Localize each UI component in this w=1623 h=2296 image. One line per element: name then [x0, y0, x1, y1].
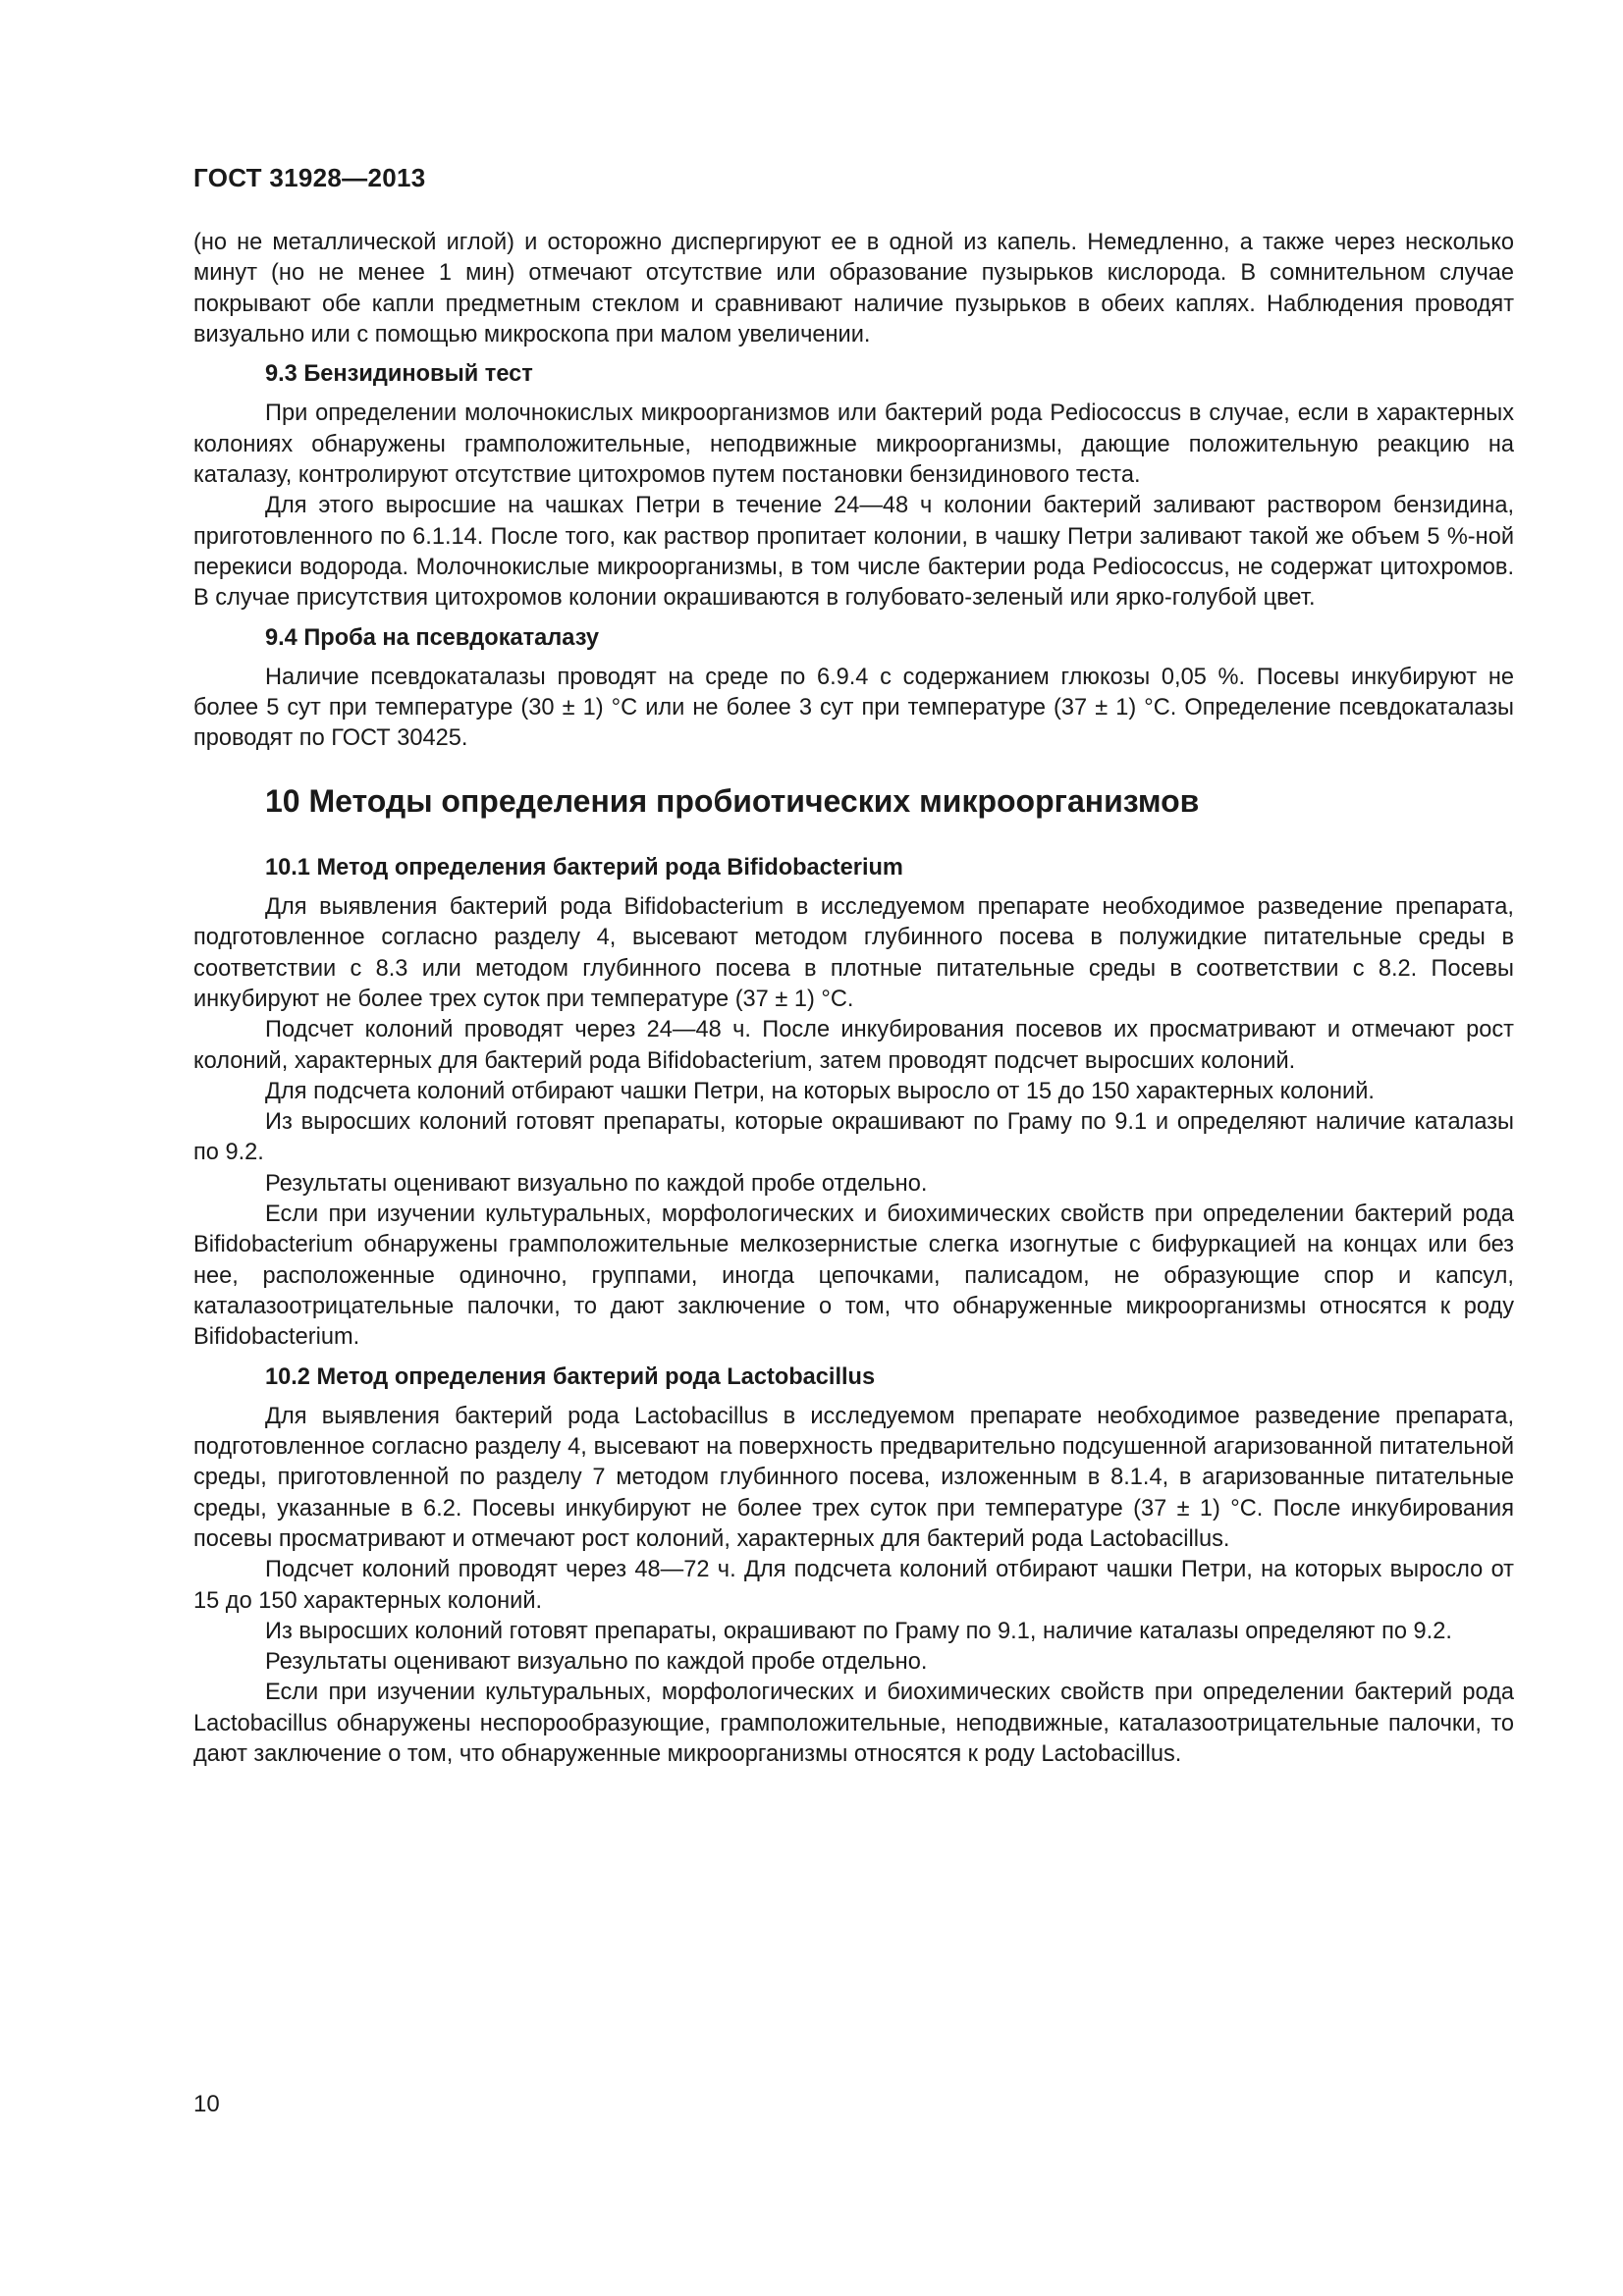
paragraph: При определении молочнокислых микроорганизмов или бактерий рода Pediococcus в случае, если в характерных колониях обнаружены грамположительные, неподвижные микроорганизмы, дающие положительную реакцию на каталазу, контролируют отсутствие цитохромов путем постановки бензидинового теста. — [193, 400, 1514, 489]
paragraph: Из выросших колоний готовят препараты, которые окрашивают по Граму по 9.1 и определяют наличие каталазы по 9.2. — [193, 1109, 1514, 1166]
paragraph: Для подсчета колоний отбирают чашки Петри, на которых выросло от 15 до 150 характерных колоний. — [265, 1078, 1375, 1104]
paragraph: (но не металлической иглой) и осторожно диспергируют ее в одной из капель. Немедленно, а также через несколько минут (но не менее 1 мин) отмечают отсутствие или образование пузырьков кислорода. В сомнительном случае покрывают обе капли предметным стеклом и сравнивают наличие пузырьков в обеих каплях. Наблюдения проводят визуально или с помощью микроскопа при малом увеличении. — [193, 230, 1514, 347]
paragraph: Если при изучении культуральных, морфологических и биохимических свойств при определении бактерий рода Bifidobacterium обнаружены грамположительные мелкозернистые слегка изогнутые с бифуркацией на концах или без нее, расположенные одиночно, группами, иногда цепочками, палисадом, не образующие спор и капсул, каталазоотрицательные палочки, то дают заключение о том, что обнаруженные микроорганизмы относятся к роду Bifidobacterium. — [193, 1201, 1514, 1351]
paragraph: Если при изучении культуральных, морфологических и биохимических свойств при определении бактерий рода Lactobacillus обнаружены неспорообразующие, грамположительные, неподвижные, каталазоотрицательные палочки, то дают заключение о том, что обнаруженные микроорганизмы относятся к роду Lactobacillus. — [193, 1680, 1514, 1768]
document-code: ГОСТ 31928—2013 — [193, 163, 426, 192]
section-heading-10: 10 Методы определения пробиотических микроорганизмов — [265, 782, 1200, 819]
section-heading-9-3: 9.3 Бензидиновый тест — [265, 361, 533, 388]
section-heading-9-4: 9.4 Проба на псевдокаталазу — [265, 624, 599, 651]
section-heading-10-1: 10.1 Метод определения бактерий рода Bifidobacterium — [265, 854, 903, 881]
paragraph: Наличие псевдокаталазы проводят на среде по 6.9.4 с содержанием глюкозы 0,05 %. Посевы инкубируют не более 5 сут при температуре (30 ± 1) °С или не более 3 сут при температуре (37 ± 1) °С. Определение псевдокаталазы проводят по ГОСТ 30425. — [193, 664, 1514, 752]
paragraph: Результаты оценивают визуально по каждой пробе отдельно. — [265, 1649, 928, 1676]
page-number: 10 — [193, 2091, 220, 2117]
paragraph: Для выявления бактерий рода Bifidobacterium в исследуемом препарате необходимое разведение препарата, подготовленное согласно разделу 4, высевают методом глубинного посева в полужидкие питательные среды в соответствии с 8.3 или методом глубинного посева в плотные питательные среды в соответствии с 8.2. Посевы инкубируют не более трех суток при температуре (37 ± 1) °С. — [193, 894, 1514, 1012]
page-content — [193, 228, 1514, 1770]
section-heading-10-2: 10.2 Метод определения бактерий рода Lactobacillus — [265, 1363, 876, 1390]
paragraph: Подсчет колоний проводят через 48—72 ч. Для подсчета колоний отбирают чашки Петри, на которых выросло от 15 до 150 характерных колоний. — [193, 1557, 1514, 1614]
paragraph: Из выросших колоний готовят препараты, окрашивают по Граму по 9.1, наличие каталазы определяют по 9.2. — [265, 1618, 1452, 1644]
paragraph: Для этого выросшие на чашках Петри в течение 24—48 ч колонии бактерий заливают раствором бензидина, приготовленного по 6.1.14. После того, как раствор пропитает колонии, в чашку Петри заливают такой же объем 5 %-ной перекиси водорода. Молочнокислые микроорганизмы, в том числе бактерии рода Pediococcus, не содержат цитохромов. В случае присутствия цитохромов колонии окрашиваются в голубовато-зеленый или ярко-голубой цвет. — [193, 493, 1514, 612]
paragraph: Результаты оценивают визуально по каждой пробе отдельно. — [265, 1170, 928, 1197]
paragraph: Для выявления бактерий рода Lactobacillus в исследуемом препарате необходимое разведение препарата, подготовленное согласно разделу 4, высевают на поверхность предварительно подсушенной агаризованной питательной среды, приготовленной по разделу 7 методом глубинного посева, изложенным в 8.1.4, в агаризованные питательные среды, указанные в 6.2. Посевы инкубируют не более трех суток при температуре (37 ± 1) °С. После инкубирования посевы просматривают и отмечают рост колоний, характерных для бактерий рода Lactobacillus. — [193, 1403, 1514, 1552]
paragraph: Подсчет колоний проводят через 24—48 ч. После инкубирования посевов их просматривают и отмечают рост колоний, характерных для бактерий рода Bifidobacterium, затем проводят подсчет выросших колоний. — [193, 1017, 1514, 1074]
